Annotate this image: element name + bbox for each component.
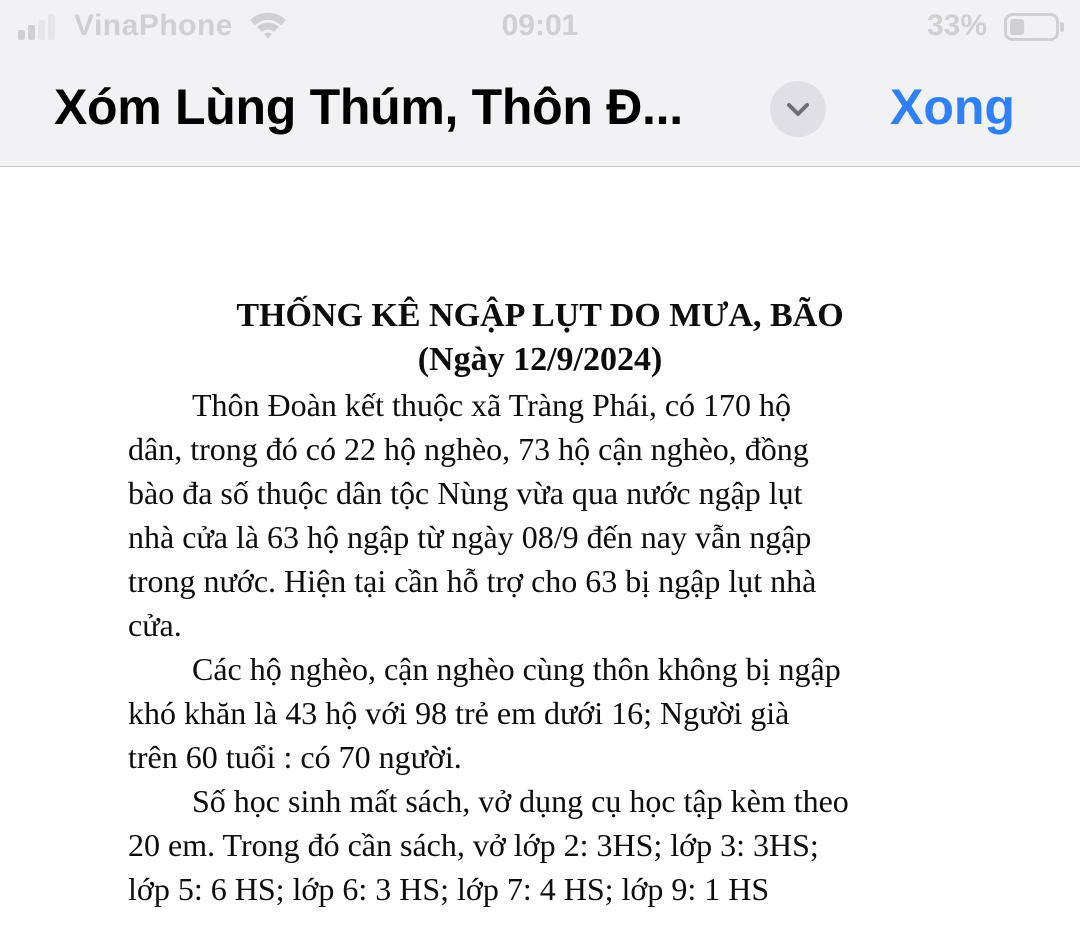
paragraph-line: Các hộ nghèo, cận nghèo cùng thôn không bị ngập [192, 651, 841, 687]
paragraph-line: lớp 5: 6 HS; lớp 6: 3 HS; lớp 7: 4 HS; lớp 9: 1 HS [128, 871, 770, 907]
carrier-name: VinaPhone [74, 9, 233, 42]
title-menu-button[interactable] [770, 81, 826, 137]
paragraph-line: trên 60 tuổi : có 70 người. [128, 739, 462, 775]
document-page [0, 167, 1080, 942]
paragraph-line: 20 em. Trong đó cần sách, vở lớp 2: 3HS; lớp 3: 3HS; [128, 827, 819, 863]
report-title: THỐNG KÊ NGẬP LỤT DO MƯA, BÃO [236, 297, 844, 334]
battery-percent: 33% [927, 9, 988, 42]
paragraph-line: Thôn Đoàn kết thuộc xã Tràng Phái, có 170 hộ [192, 387, 792, 423]
paragraph-line: trong nước. Hiện tại cần hỗ trợ cho 63 bị ngập lụt nhà [128, 563, 817, 599]
status-time: 09:01 [501, 9, 579, 42]
paragraph-line: nhà cửa là 63 hộ ngập từ ngày 08/9 đến nay vẫn ngập [128, 519, 812, 555]
top-bar [0, 0, 1080, 167]
nav-header [0, 54, 1080, 166]
document-title[interactable]: Xóm Lùng Thúm, Thôn Đ... [54, 79, 683, 135]
status-bar [0, 0, 1080, 54]
battery-icon [1004, 13, 1066, 41]
paragraph-line: khó khăn là 43 hộ với 98 trẻ em dưới 16; Người già [128, 695, 790, 731]
paragraph-line: Số học sinh mất sách, vở dụng cụ học tập kèm theo [192, 783, 849, 819]
paragraph-line: dân, trong đó có 22 hộ nghèo, 73 hộ cận nghèo, đồng [128, 431, 809, 467]
done-button[interactable]: Xong [890, 79, 1015, 135]
paragraph-line: bào đa số thuộc dân tộc Nùng vừa qua nước ngập lụt [128, 475, 803, 511]
paragraph-line: cửa. [128, 607, 182, 643]
report-date: (Ngày 12/9/2024) [417, 341, 663, 378]
chevron-down-icon [786, 98, 810, 120]
